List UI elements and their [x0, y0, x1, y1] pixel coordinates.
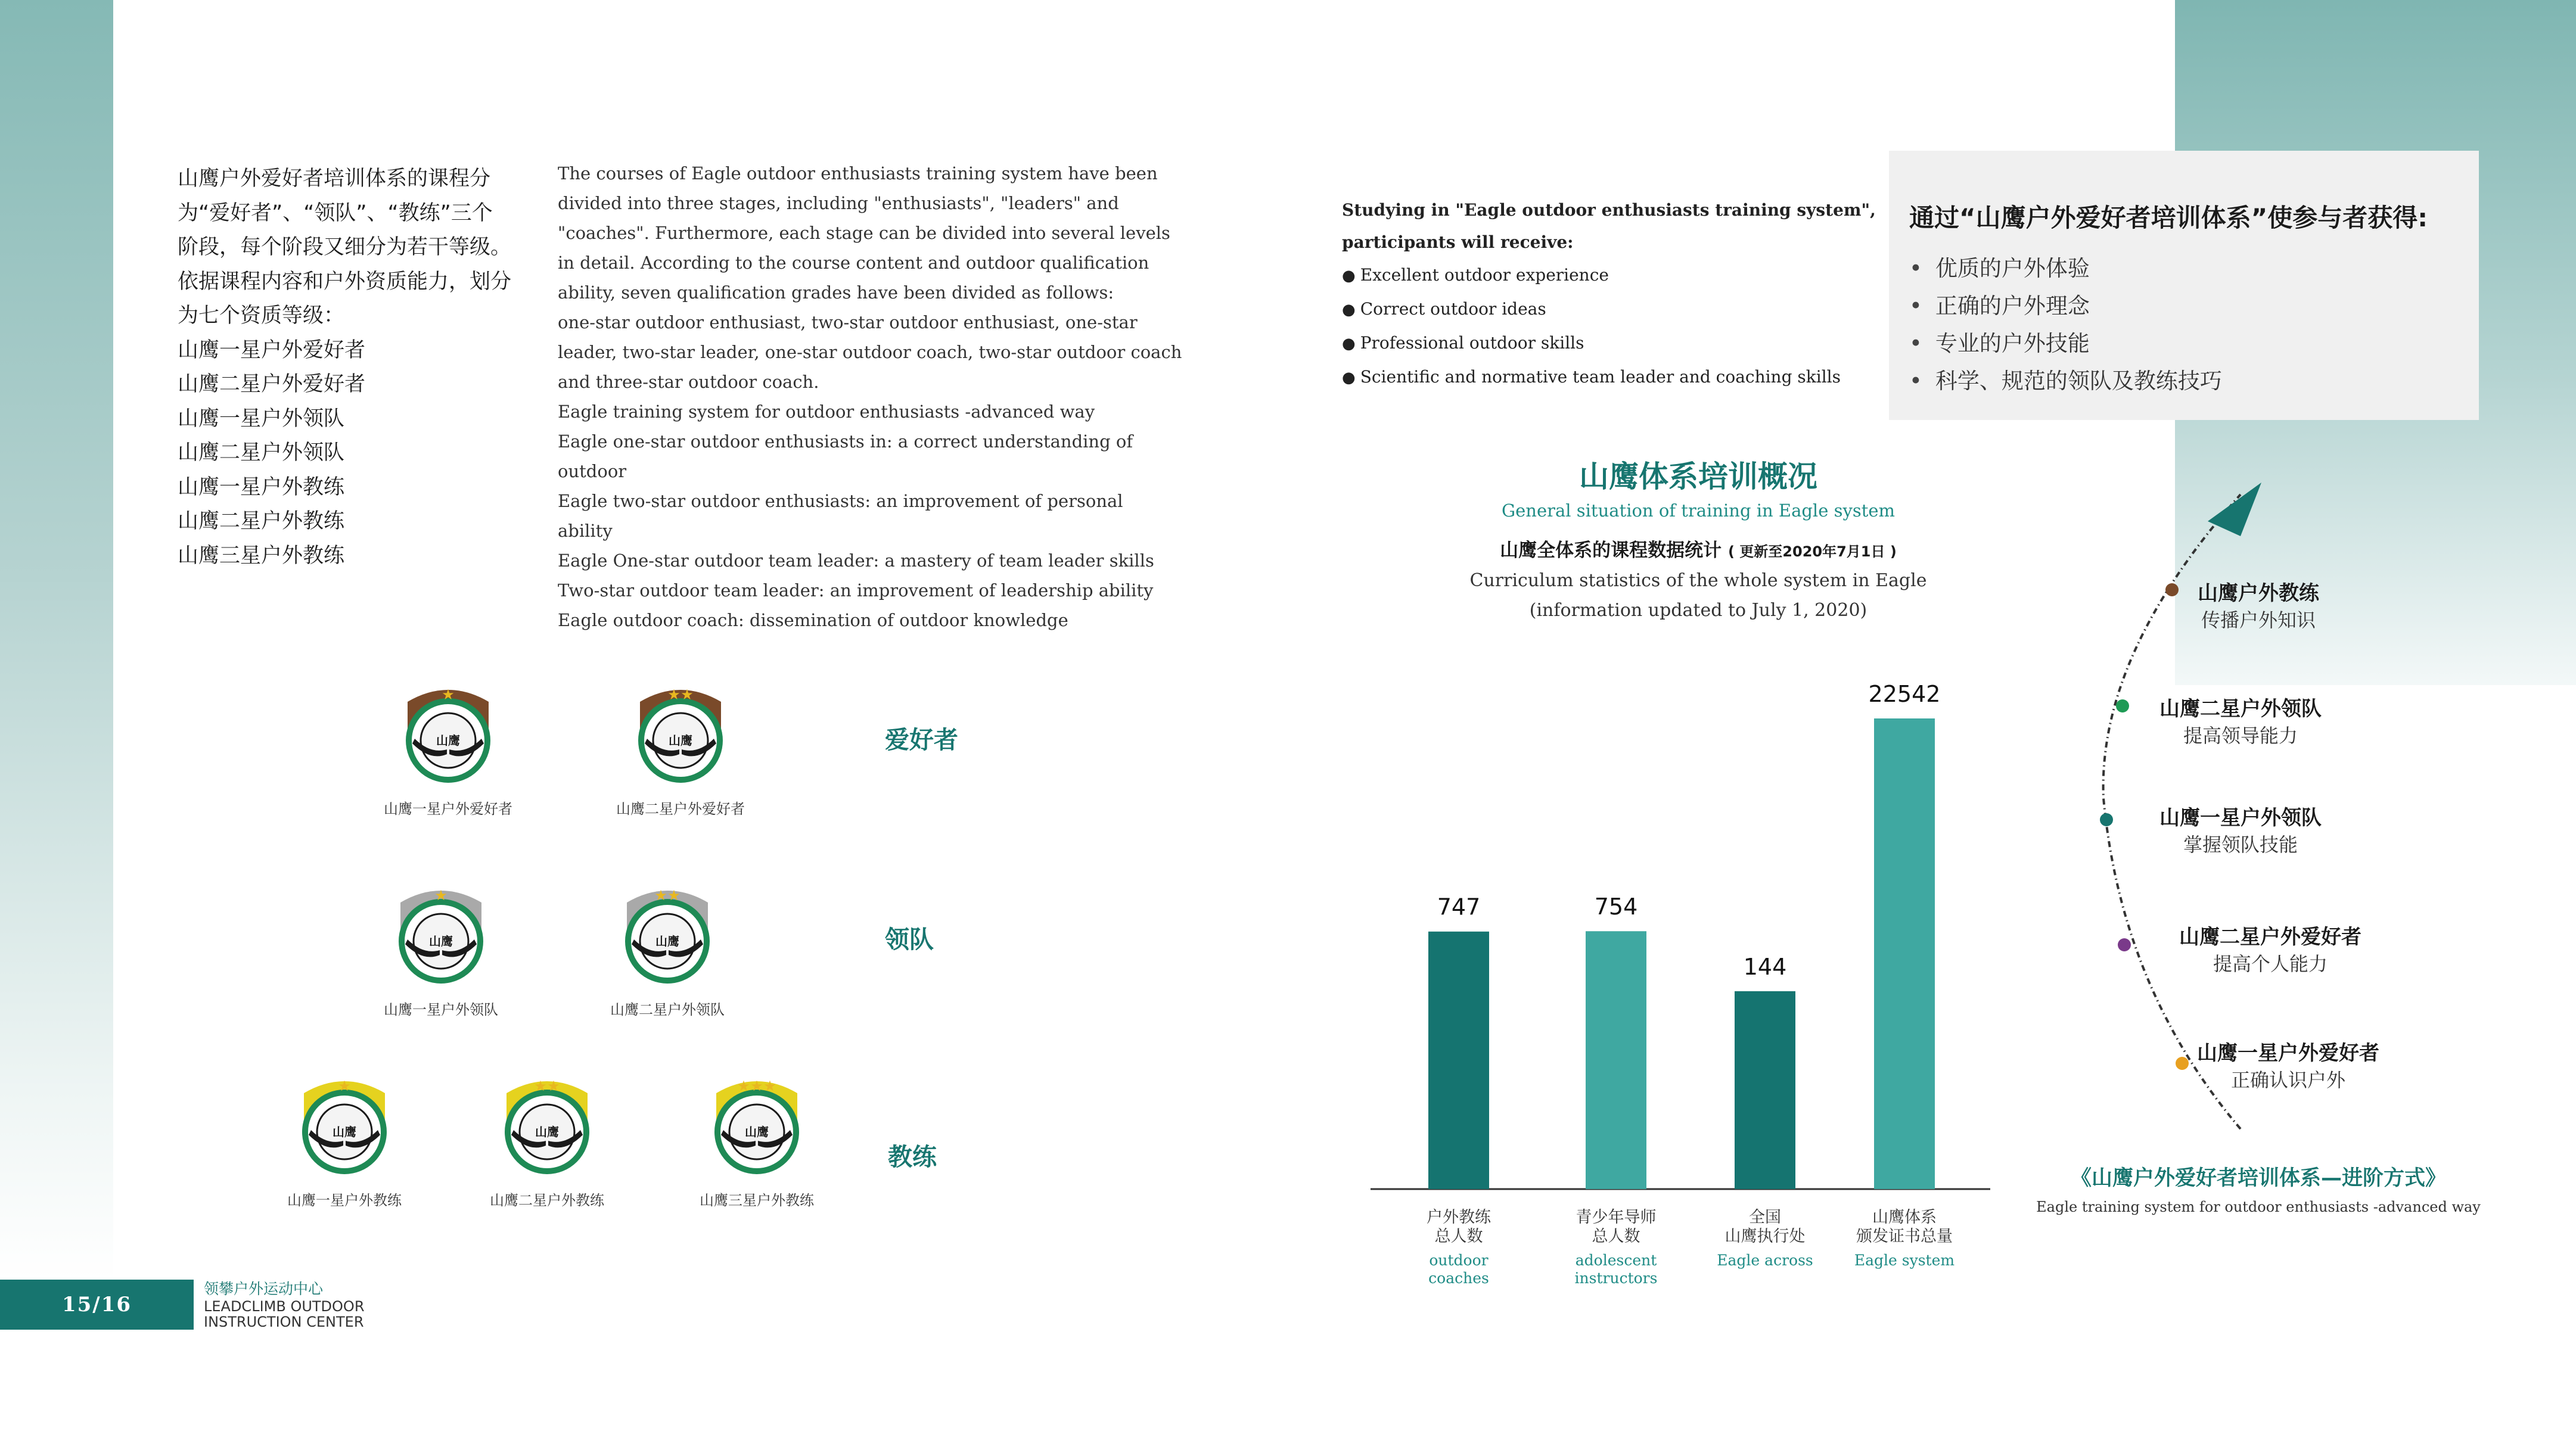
en-line: outdoor	[558, 461, 627, 481]
level-item: 山鹰二星户外教练	[178, 509, 345, 533]
arrow-up-icon	[2208, 483, 2261, 536]
category-label-cn: 户外教练	[1427, 1208, 1491, 1227]
category-label-cn: 青少年导师	[1576, 1208, 1657, 1227]
progression-step-name: 山鹰一星户外爱好者	[2197, 1041, 2379, 1065]
bar-value-label: 144	[1743, 953, 1787, 980]
star-icon: ★	[763, 1078, 776, 1094]
progression-step-name: 山鹰一星户外领队	[2159, 806, 2322, 830]
progression-step-desc: 提高领导能力	[2183, 724, 2298, 747]
benefits-cn-item: • 优质的户外体验	[1909, 250, 2222, 287]
star-icon: ★	[338, 1078, 351, 1094]
badge-category-leader: 领队	[885, 925, 934, 954]
progression-step-desc: 传播户外知识	[2201, 609, 2316, 631]
badge-emblem-text: 山鹰	[535, 1125, 559, 1139]
level-item: 山鹰一星户外教练	[178, 475, 345, 499]
badge-emblem-text: 山鹰	[745, 1125, 769, 1139]
benefits-cn-box	[1889, 151, 2479, 420]
en-line: "coaches". Furthermore, each stage can be divided into several levels	[558, 223, 1170, 243]
star-icon: ★	[547, 1078, 560, 1094]
system-title: 山鹰体系培训概况	[1579, 459, 1817, 494]
category-label-cn: 全国	[1749, 1208, 1781, 1227]
star-icon: ★	[534, 1078, 547, 1094]
progression-step-name: 山鹰二星户外领队	[2159, 697, 2322, 721]
bar-3	[1735, 991, 1795, 1189]
benefits-en-item: ● Correct outdoor ideas	[1342, 293, 1914, 326]
bar-2	[1586, 931, 1646, 1189]
category-label-cn: 山鹰体系	[1872, 1208, 1937, 1227]
benefits-en-item: ● Professional outdoor skills	[1342, 326, 1914, 360]
bar-value-label: 754	[1594, 894, 1638, 920]
progression-step-name: 山鹰二星户外爱好者	[2179, 925, 2361, 949]
stat-title-text: 山鹰全体系的课程数据统计	[1500, 540, 1722, 561]
stat-en-line: Curriculum statistics of the whole system in Eagle	[1469, 570, 1927, 591]
advanced-way-title: 《山鹰户外爱好者培训体系—进阶方式》	[2070, 1166, 2446, 1190]
progression-dot	[2118, 938, 2131, 951]
level-item: 山鹰一星户外爱好者	[178, 338, 366, 362]
progression-dot	[2100, 813, 2113, 826]
category-label-cn: 颁发证书总量	[1856, 1227, 1953, 1246]
bar-chart	[1359, 667, 2002, 1323]
system-stat-title	[1430, 535, 1966, 562]
benefits-en-title: participants will receive:	[1342, 232, 1574, 252]
star-icon: ★	[750, 1078, 763, 1094]
progression-step-desc: 掌握领队技能	[2183, 833, 2298, 856]
badge-coach-3	[709, 1069, 804, 1177]
benefits-cn-item: • 专业的户外技能	[1909, 325, 2222, 362]
benefits-en	[1342, 194, 1914, 394]
en-line: Eagle One-star outdoor team leader: a mastery of team leader skills	[558, 550, 1154, 571]
en-line: Eagle training system for outdoor enthusiasts -advanced way	[558, 402, 1095, 422]
level-item: 山鹰三星户外教练	[178, 543, 345, 568]
category-label-en: coaches	[1428, 1269, 1489, 1287]
badge-coach-2	[499, 1069, 595, 1177]
star-icon: ★	[667, 887, 680, 904]
badge-category-enthusiast: 爱好者	[885, 726, 958, 754]
benefits-cn-list	[1909, 250, 2222, 400]
badge-emblem-text: 山鹰	[436, 733, 460, 748]
level-item: 山鹰一星户外领队	[178, 406, 345, 431]
badge-label: 山鹰三星户外教练	[700, 1192, 814, 1209]
star-icon: ★	[442, 686, 455, 703]
bar-value-label: 747	[1437, 894, 1481, 920]
category-label-cn: 山鹰执行处	[1724, 1227, 1806, 1246]
badge-category-coach: 教练	[888, 1143, 937, 1171]
bar-value-label: 22542	[1868, 681, 1941, 707]
bar-4	[1874, 718, 1935, 1189]
category-label-cn: 总人数	[1434, 1227, 1483, 1246]
badge-emblem-text: 山鹰	[669, 733, 692, 748]
level-item: 山鹰二星户外领队	[178, 441, 345, 465]
badge-label: 山鹰二星户外领队	[610, 1001, 725, 1018]
en-line: leader, two-star leader, one-star outdoor coach, two-star outdoor coach	[558, 342, 1182, 362]
bar-1	[1428, 932, 1489, 1189]
cn-intro-paragraph: 山鹰户外爱好者培训体系的课程分为“爱好者”、“领队”、“教练”三个阶段，每个阶段又细分为若干等级。依据课程内容和户外资质能力，划分为七个资质等级：	[178, 167, 512, 328]
footer-org-cn: 领攀户外运动中心	[204, 1280, 324, 1297]
badge-emblem-text: 山鹰	[429, 934, 453, 948]
footer-org-en	[204, 1299, 365, 1330]
category-label-en: adolescent	[1575, 1252, 1657, 1269]
en-line: Two-star outdoor team leader: an improvement of leadership ability	[558, 580, 1154, 600]
badge-leader-2	[620, 879, 715, 986]
stat-en-line: (information updated to July 1, 2020)	[1529, 600, 1867, 621]
en-line: and three-star outdoor coach.	[558, 372, 819, 392]
badge-label: 山鹰二星户外教练	[490, 1192, 604, 1209]
badge-label: 山鹰一星户外领队	[384, 1001, 498, 1018]
system-stat-en	[1430, 566, 1966, 626]
en-line: ability, seven qualification grades have been divided as follows:	[558, 282, 1114, 303]
benefits-cn-title: 通过“山鹰户外爱好者培训体系”使参与者获得:	[1909, 203, 2428, 232]
progression-step-desc: 提高个人能力	[2213, 953, 2328, 975]
en-line: one-star outdoor enthusiast, two-star outdoor enthusiast, one-star	[558, 312, 1138, 332]
badge-leader-1	[393, 879, 489, 986]
star-icon: ★	[680, 686, 694, 703]
badge-coach-1	[297, 1069, 392, 1177]
category-label-en: Eagle system	[1854, 1252, 1955, 1269]
en-line: Eagle one-star outdoor enthusiasts in: a correct understanding of	[558, 431, 1133, 452]
badge-enthusiast-1	[400, 678, 496, 785]
star-icon: ★	[654, 887, 667, 904]
cn-intro	[178, 162, 511, 573]
en-line: The courses of Eagle outdoor enthusiasts training system have been	[558, 163, 1158, 183]
category-label-en: Eagle across	[1717, 1252, 1813, 1269]
en-line: divided into three stages, including "enthusiasts", "leaders" and	[558, 193, 1119, 213]
en-line: Eagle outdoor coach: dissemination of outdoor knowledge	[558, 610, 1068, 630]
benefits-en-item: ● Excellent outdoor experience	[1342, 259, 1914, 293]
en-line: in detail. According to the course content and outdoor qualification	[558, 253, 1149, 273]
benefits-cn-item: • 正确的户外理念	[1909, 287, 2222, 325]
star-icon: ★	[434, 887, 448, 904]
star-icon: ★	[737, 1078, 750, 1094]
level-item: 山鹰二星户外爱好者	[178, 372, 366, 396]
badge-emblem-text: 山鹰	[655, 934, 679, 948]
benefits-en-title: Studying in "Eagle outdoor enthusiasts training system",	[1342, 200, 1876, 220]
advanced-way-subtitle: Eagle training system for outdoor enthusiasts -advanced way	[2036, 1199, 2481, 1215]
en-line: Eagle two-star outdoor enthusiasts: an improvement of personal	[558, 491, 1123, 511]
left-decorative-band	[0, 0, 113, 1281]
category-label-en: instructors	[1574, 1269, 1658, 1287]
footer-org-en-line: LEADCLIMB OUTDOOR	[204, 1298, 365, 1315]
progression-step-desc: 正确认识户外	[2230, 1069, 2345, 1091]
badge-label: 山鹰二星户外爱好者	[616, 801, 745, 817]
progression-step-name: 山鹰户外教练	[2198, 581, 2319, 605]
page-number: 15/16	[0, 1280, 194, 1330]
category-label-en: outdoor	[1429, 1252, 1489, 1269]
benefits-en-item: ● Scientific and normative team leader and coaching skills	[1342, 360, 1914, 394]
badge-emblem-text: 山鹰	[333, 1125, 356, 1139]
system-title-en: General situation of training in Eagle system	[1501, 500, 1896, 521]
badge-label: 山鹰一星户外爱好者	[384, 801, 512, 817]
en-intro	[558, 158, 1201, 635]
star-icon: ★	[667, 686, 680, 703]
footer-org-en-line: INSTRUCTION CENTER	[204, 1314, 364, 1330]
badge-label: 山鹰一星户外教练	[287, 1192, 402, 1209]
badge-enthusiast-2	[633, 678, 728, 785]
category-label-cn: 总人数	[1592, 1227, 1640, 1246]
stat-note: ( 更新至2020年7月1日 )	[1727, 543, 1897, 560]
benefits-cn-item: • 科学、规范的领队及教练技巧	[1909, 362, 2222, 400]
en-line: ability	[558, 521, 613, 541]
